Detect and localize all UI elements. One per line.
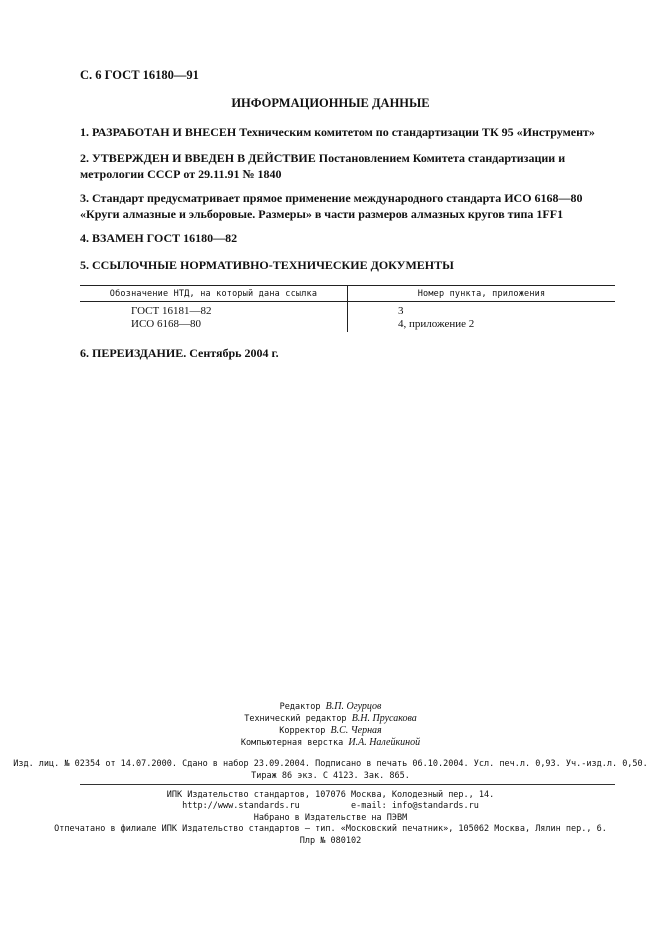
item-number: 4. [80, 231, 89, 245]
item-lead: ВЗАМЕН ГОСТ 16180—82 [92, 231, 238, 245]
table-cell-document: ГОСТ 16181—82 [131, 305, 212, 317]
table-header-clause: Номер пункта, приложения [417, 289, 546, 299]
table-cell-clause: 3 [398, 305, 404, 317]
publisher-line: Набрано в Издательстве на ПЭВМ [253, 813, 408, 823]
item-text: Техническим комитетом по стандартизации ТК 95 «Инструмент» [239, 125, 595, 139]
publisher-line: Отпечатано в филиале ИПК Издательство стандартов — тип. «Московский печатник», 105062 Москва, Лялин пер., 6. [54, 824, 607, 834]
publisher-web-line: http://www.standards.ru e-mail: info@standards.ru [182, 801, 479, 811]
info-item-3 [80, 190, 615, 222]
item-number: 1. [80, 125, 89, 139]
item-number: 3. [80, 191, 89, 205]
item-text: Постановлением Комитета стандартизации и метрологии СССР от 29.11.91 № 1840 [80, 151, 566, 181]
credit-tech-editor: Технический редактор В.Н. Прусакова [244, 713, 417, 724]
section-title: ИНФОРМАЦИОННЫЕ ДАННЫЕ [231, 96, 430, 110]
credit-editor: Редактор В.П. Огурцов [279, 701, 382, 712]
info-item-5 [80, 257, 615, 273]
info-item-1 [80, 124, 615, 140]
imprint-rule [80, 784, 615, 785]
item-number: 6. [80, 346, 89, 360]
item-lead: ССЫЛОЧНЫЕ НОРМАТИВНО-ТЕХНИЧЕСКИЕ ДОКУМЕНТЫ [92, 258, 454, 272]
publisher-line: ИПК Издательство стандартов, 107076 Москва, Колодезный пер., 14. [166, 790, 495, 800]
table-header-document: Обозначение НТД, на который дана ссылка [109, 289, 318, 299]
credit-proofreader: Корректор В.С. Черная [279, 725, 382, 736]
item-lead: УТВЕРЖДЕН И ВВЕДЕН В ДЕЙСТВИЕ [92, 151, 316, 165]
item-lead: РАЗРАБОТАН И ВНЕСЕН [92, 125, 237, 139]
item-lead: ПЕРЕИЗДАНИЕ. [92, 346, 187, 360]
table-cell-document: ИСО 6168—80 [131, 318, 201, 330]
item-number: 5. [80, 258, 89, 272]
info-item-6 [80, 345, 615, 361]
publisher-line: Плр № 080102 [299, 836, 362, 846]
info-item-4 [80, 230, 615, 246]
page-header: С. 6 ГОСТ 16180—91 [80, 68, 199, 82]
print-info-line: Изд. лиц. № 02354 от 14.07.2000. Сдано в набор 23.09.2004. Подписано в печать 06.10.2004. Усл. печ.л. 0,93. Уч.-изд.л. 0,50. [13, 759, 648, 769]
print-info-line: Тираж 86 экз. С 4123. Зак. 865. [251, 771, 410, 781]
item-text: Сентябрь 2004 г. [189, 346, 279, 360]
table-cell-clause: 4, приложение 2 [398, 318, 475, 330]
item-text: Стандарт предусматривает прямое применение международного стандарта ИСО 6168—80 «Круги алмазные и эльборовые. Размеры» в части размеров алмазных кругов типа 1FF1 [80, 191, 583, 221]
reference-table [80, 285, 615, 332]
credit-layout: Компьютерная верстка И.А. Налейкиной [240, 737, 421, 748]
item-number: 2. [80, 151, 89, 165]
info-item-2 [80, 150, 615, 182]
